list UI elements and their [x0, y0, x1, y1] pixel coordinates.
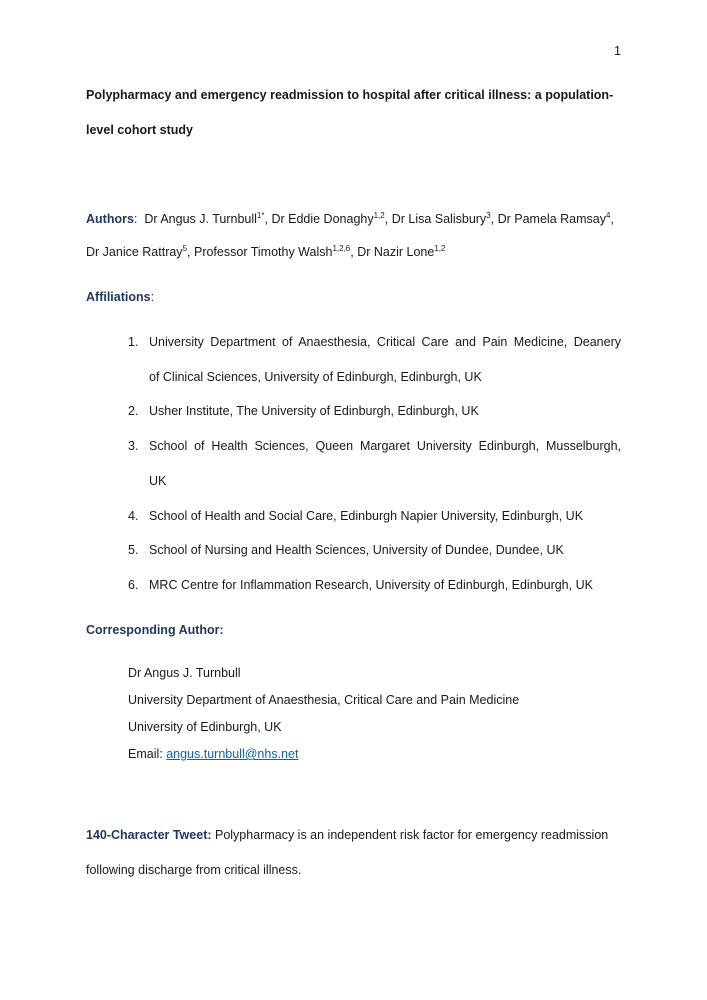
- affiliation-number: 5.: [128, 543, 139, 557]
- affiliations-heading: Affiliations:: [86, 290, 155, 304]
- author-separator: ,: [264, 212, 268, 226]
- authors-line-1: Authors: Dr Angus J. Turnbull$^{1*}$, Dr Eddie Donaghy$^{1,2}$, Dr Lisa Salisbury$^3$, Dr Pamela Ramsay$^4$,: [86, 210, 614, 226]
- author-affiliation-sup: 1*: [256, 210, 265, 220]
- author-name: Dr Pamela Ramsay: [497, 212, 606, 226]
- tweet-text-1: Polypharmacy is an independent risk factor for emergency readmission: [211, 828, 609, 842]
- affiliation-number: 3.: [128, 439, 139, 453]
- author-name: Dr Angus J. Turnbull: [144, 212, 257, 226]
- affiliation-text: MRC Centre for Inflammation Research, University of Edinburgh, Edinburgh, UK: [149, 578, 593, 592]
- corresponding-univ: University of Edinburgh, UK: [128, 720, 282, 734]
- author-separator: ,: [610, 212, 614, 226]
- affiliation-text: Usher Institute, The University of Edinburgh, Edinburgh, UK: [149, 404, 479, 418]
- author-separator: ,: [490, 212, 495, 226]
- corresponding-email-line: [128, 747, 298, 761]
- tweet-line-2: following discharge from critical illness.: [86, 863, 302, 877]
- affiliation-number: 6.: [128, 578, 139, 592]
- tweet-label: 140-Character Tweet:: [86, 828, 212, 842]
- author-affiliation-sup: 4: [605, 210, 611, 220]
- page-number: 1: [614, 44, 621, 58]
- author-name: Dr Janice Rattray: [86, 245, 183, 259]
- author-separator: ,: [384, 212, 389, 226]
- author-affiliation-sup: 5: [182, 243, 188, 253]
- author-name: Dr Eddie Donaghy: [271, 212, 374, 226]
- author-affiliation-sup: 3: [486, 210, 491, 220]
- author-affiliation-sup: 1,2: [373, 210, 385, 220]
- authors-line-2: [86, 245, 445, 259]
- author-name: Dr Nazir Lone: [357, 245, 435, 259]
- email-link[interactable]: angus.turnbull@nhs.net: [166, 747, 299, 761]
- author-name: Dr Lisa Salisbury: [391, 212, 487, 226]
- authors-list-2: [86, 245, 445, 259]
- title-line-2: level cohort study: [86, 123, 193, 137]
- affiliation-text: School of Nursing and Health Sciences, University of Dundee, Dundee, UK: [149, 543, 564, 557]
- title-line-1: Polypharmacy and emergency readmission to hospital after critical illness: a population-: [86, 88, 614, 102]
- affiliation-text-continued: of Clinical Sciences, University of Edinburgh, Edinburgh, UK: [149, 370, 482, 384]
- author-affiliation-sup: 1,2: [434, 243, 446, 253]
- author-separator: ,: [350, 245, 354, 259]
- affiliations-label: Affiliations: [86, 290, 151, 304]
- corresponding-author-label: Corresponding Author:: [86, 623, 224, 637]
- author-name: Professor Timothy Walsh: [193, 245, 333, 259]
- affiliation-number: 1.: [128, 335, 139, 349]
- corresponding-dept: University Department of Anaesthesia, Critical Care and Pain Medicine: [128, 693, 520, 707]
- affiliation-text: University Department of Anaesthesia, Critical Care and Pain Medicine, Deanery: [149, 335, 621, 349]
- author-separator: ,: [187, 245, 191, 259]
- affiliation-text: School of Health Sciences, Queen Margaret University Edinburgh, Musselburgh,: [149, 439, 621, 453]
- affiliation-number: 4.: [128, 509, 139, 523]
- affiliation-text-continued: UK: [149, 474, 167, 488]
- authors-list-1: [144, 212, 614, 226]
- email-label: Email:: [128, 747, 167, 761]
- author-affiliation-sup: 1,2,6: [332, 243, 351, 253]
- tweet-line-1: [86, 828, 608, 842]
- affiliation-text: School of Health and Social Care, Edinburgh Napier University, Edinburgh, UK: [149, 509, 584, 523]
- corresponding-name: Dr Angus J. Turnbull: [128, 666, 241, 680]
- affiliation-number: 2.: [128, 404, 139, 418]
- authors-label: Authors: [86, 212, 134, 226]
